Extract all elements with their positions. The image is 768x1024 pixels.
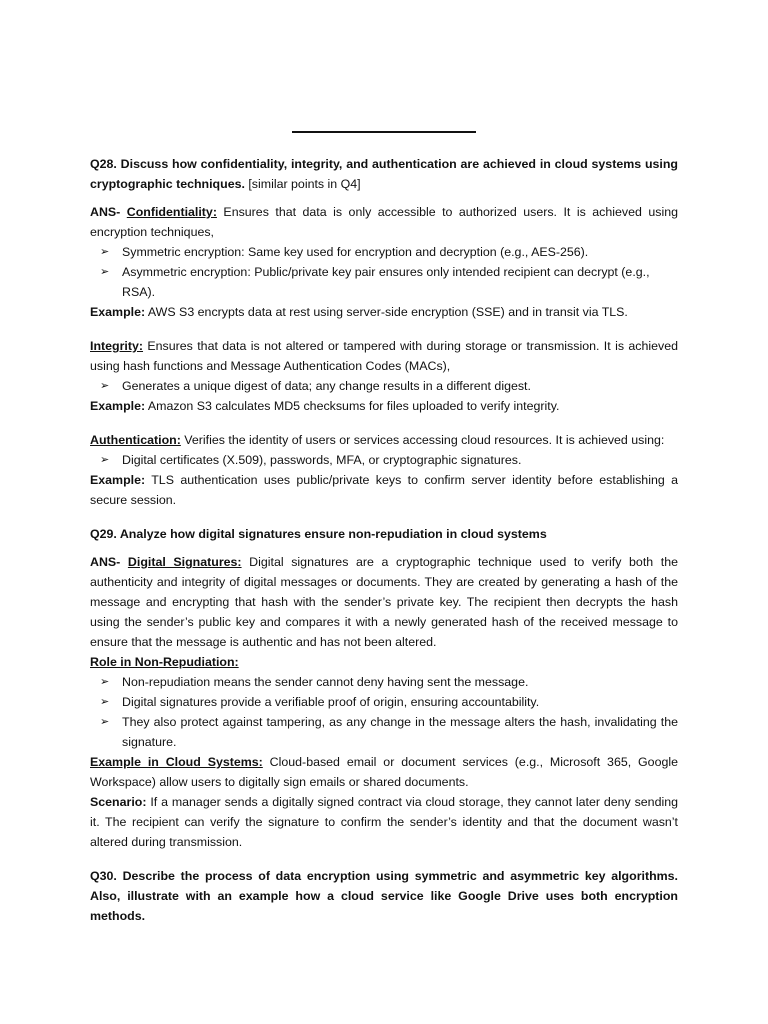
q28-heading xyxy=(90,154,678,194)
q28-question: Q28. Discuss how confidentiality, integrity, and authentication are achieved in cloud systems using cryptographic techniques. xyxy=(90,157,678,191)
role-heading: Role in Non-Repudiation: xyxy=(90,655,239,669)
list-item-text: They also protect against tampering, as any change in the message alters the hash, invalidating the signature. xyxy=(122,715,678,749)
confidentiality-example xyxy=(90,302,678,322)
list-item-text: Asymmetric encryption: Public/private key pair ensures only intended recipient can decrypt (e.g., RSA). xyxy=(122,265,650,299)
list-item xyxy=(90,692,678,712)
list-item xyxy=(90,450,678,470)
confidentiality-text: Ensures that data is only accessible to authorized users. It is achieved using encryption techniques, xyxy=(90,205,678,239)
ans-label: ANS- xyxy=(90,205,121,219)
list-item-text: Digital signatures provide a verifiable proof of origin, ensuring accountability. xyxy=(122,695,540,709)
q28-confidentiality-para xyxy=(90,202,678,242)
scenario-text: If a manager sends a digitally signed contract via cloud storage, they cannot later deny sending it. The recipient can verify the signature to confirm the sender’s identity and that the document wasn’t altered during transmission. xyxy=(90,795,678,849)
example-text: Amazon S3 calculates MD5 checksums for files uploaded to verify integrity. xyxy=(145,399,560,413)
list-item xyxy=(90,262,678,302)
scenario-para xyxy=(90,792,678,852)
top-divider xyxy=(292,131,476,133)
q28-integrity-para xyxy=(90,336,678,376)
integrity-term: Integrity: xyxy=(90,339,144,353)
example-text: Cloud-based email or document services (e.g., Microsoft 365, Google Workspace) allow users to digitally sign emails or shared documents. xyxy=(90,755,678,789)
list-item xyxy=(90,672,678,692)
non-repudiation-list xyxy=(90,672,678,752)
authentication-term: Authentication: xyxy=(90,433,181,447)
scenario-label: Scenario: xyxy=(90,795,147,809)
arrow-bullet-icon: ➢ xyxy=(100,454,110,466)
ans-label: ANS- xyxy=(90,555,121,569)
example-label: Example: xyxy=(90,305,146,319)
authentication-list xyxy=(90,450,678,470)
digital-signatures-term: Digital Signatures: xyxy=(127,555,242,569)
list-item-text: Symmetric encryption: Same key used for encryption and decryption (e.g., AES-256). xyxy=(122,245,589,259)
list-item xyxy=(90,376,678,396)
q29-digital-signatures-para xyxy=(90,552,678,652)
example-label: Example: xyxy=(90,473,146,487)
list-item-text: Non-repudiation means the sender cannot deny having sent the message. xyxy=(122,675,529,689)
authentication-text: Verifies the identity of users or services accessing cloud resources. It is achieved using: xyxy=(180,433,665,447)
arrow-bullet-icon: ➢ xyxy=(100,380,110,392)
arrow-bullet-icon: ➢ xyxy=(100,266,110,278)
q30-heading: Q30. Describe the process of data encryption using symmetric and asymmetric key algorithms. Also, illustrate with an example how a cloud service like Google Drive uses both encryption methods. xyxy=(90,869,678,923)
arrow-bullet-icon: ➢ xyxy=(100,246,110,258)
q28-note: [similar points in Q4] xyxy=(244,177,361,191)
integrity-list xyxy=(90,376,678,396)
list-item xyxy=(90,712,678,752)
example-text: AWS S3 encrypts data at rest using server-side encryption (SSE) and in transit via TLS. xyxy=(145,305,628,319)
list-item xyxy=(90,242,678,262)
cloud-example-para xyxy=(90,752,678,792)
list-item-text: Generates a unique digest of data; any change results in a different digest. xyxy=(122,379,531,393)
example-text: TLS authentication uses public/private keys to confirm server identity before establishing a secure session. xyxy=(90,473,678,507)
authentication-example xyxy=(90,470,678,510)
arrow-bullet-icon: ➢ xyxy=(100,676,110,688)
integrity-example xyxy=(90,396,678,416)
q28-authentication-para xyxy=(90,430,678,450)
confidentiality-list xyxy=(90,242,678,302)
example-label: Example: xyxy=(90,399,146,413)
document-body xyxy=(90,154,678,926)
digital-signatures-text: Digital signatures are a cryptographic technique used to verify both the authenticity and integrity of digital messages or documents. They are created by generating a hash of the message and encrypting that hash with the sender’s private key. The recipient then decrypts the hash using the sender’s public key and compares it with a newly generated hash of the received message to ensure that the message is authentic and has not been altered. xyxy=(90,555,678,649)
integrity-text: Ensures that data is not altered or tampered with during storage or transmission. It is achieved using hash functions and Message Authentication Codes (MACs), xyxy=(90,339,678,373)
example-label: Example in Cloud Systems: xyxy=(90,755,263,769)
list-item-text: Digital certificates (X.509), passwords, MFA, or cryptographic signatures. xyxy=(122,453,522,467)
confidentiality-term: Confidentiality: xyxy=(126,205,217,219)
q29-heading: Q29. Analyze how digital signatures ensure non-repudiation in cloud systems xyxy=(90,527,547,541)
arrow-bullet-icon: ➢ xyxy=(100,696,110,708)
arrow-bullet-icon: ➢ xyxy=(100,716,110,728)
